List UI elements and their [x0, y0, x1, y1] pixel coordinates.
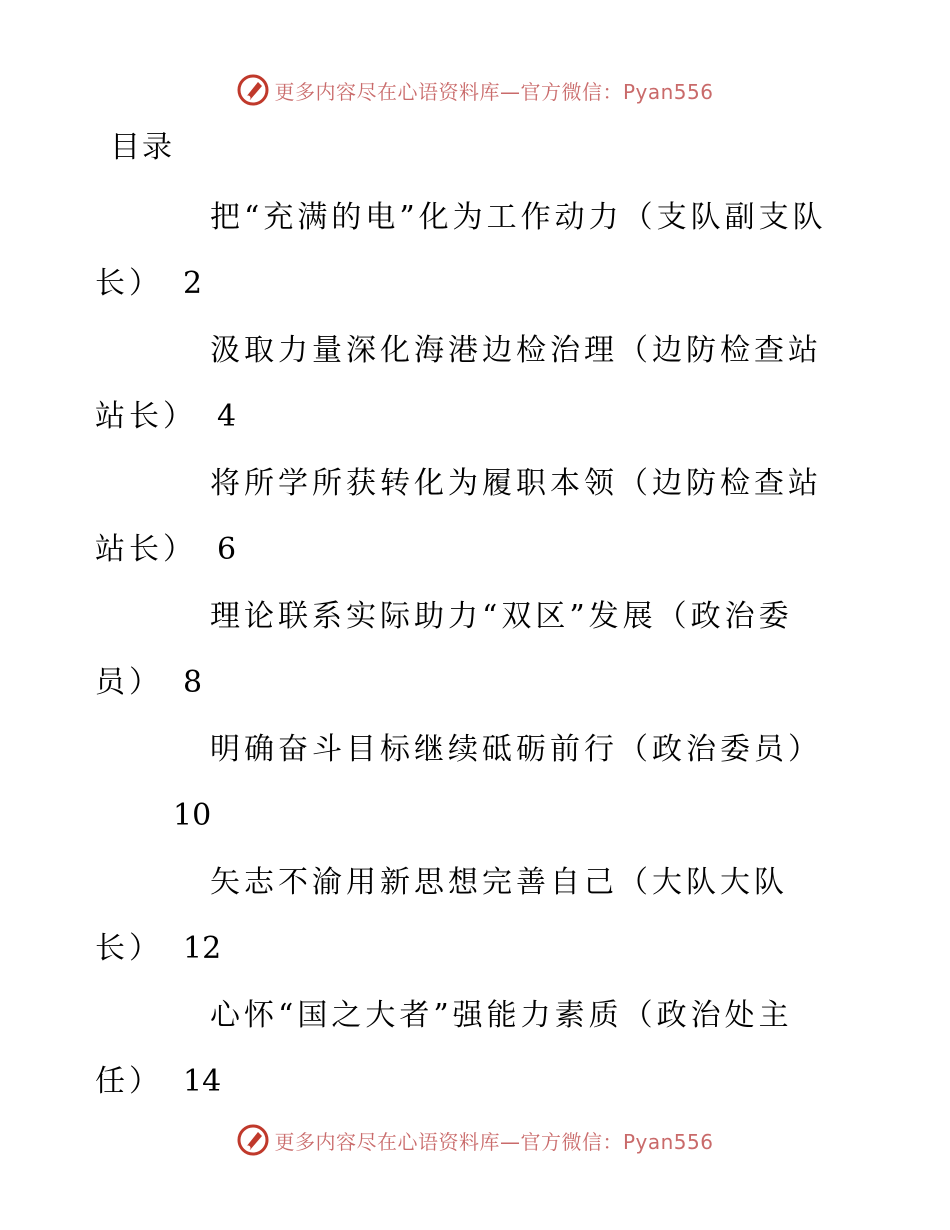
toc-entry-page: 14	[183, 1064, 222, 1099]
toc-entry-title: 把“充满的电”化为工作动力（支队副支队长）	[95, 200, 827, 301]
toc-entry[interactable]	[95, 850, 835, 982]
toc-entry-title: 矢志不渝用新思想完善自己（大队大队长）	[95, 865, 788, 966]
toc-entry-page: 12	[183, 931, 222, 966]
toc-entry-title: 理论联系实际助力“双区”发展（政治委员）	[95, 599, 793, 700]
toc-entry-title: 将所学所获转化为履职本领（边防检查站站长）	[95, 466, 822, 567]
header-banner	[0, 70, 950, 110]
toc-title: 目录	[110, 130, 174, 165]
footer-banner	[0, 1120, 950, 1160]
toc-entry-page: 4	[217, 399, 237, 434]
toc-entry-page: 10	[173, 798, 212, 833]
toc-entry[interactable]	[95, 451, 835, 583]
toc-entry[interactable]	[95, 983, 835, 1115]
toc-entry[interactable]	[95, 717, 835, 849]
toc-entry-page: 2	[183, 266, 203, 301]
toc-entry-title: 心怀“国之大者”强能力素质（政治处主任）	[95, 998, 793, 1099]
toc-entry[interactable]	[95, 584, 835, 716]
toc-entry-title: 汲取力量深化海港边检治理（边防检查站站长）	[95, 333, 822, 434]
toc-entry[interactable]	[95, 185, 835, 317]
footer-banner-text: 更多内容尽在心语资料库—官方微信：Pyan556	[274, 1129, 714, 1154]
toc-entry-page: 8	[183, 665, 203, 700]
toc-entry-page: 6	[217, 532, 237, 567]
header-banner-text: 更多内容尽在心语资料库—官方微信：Pyan556	[274, 79, 714, 104]
toc-entry[interactable]	[95, 318, 835, 450]
pen-nib-logo-icon	[236, 1123, 270, 1157]
toc-entry-title: 明确奋斗目标继续砥砺前行（政治委员）	[210, 732, 822, 767]
pen-nib-logo-icon	[236, 73, 270, 107]
